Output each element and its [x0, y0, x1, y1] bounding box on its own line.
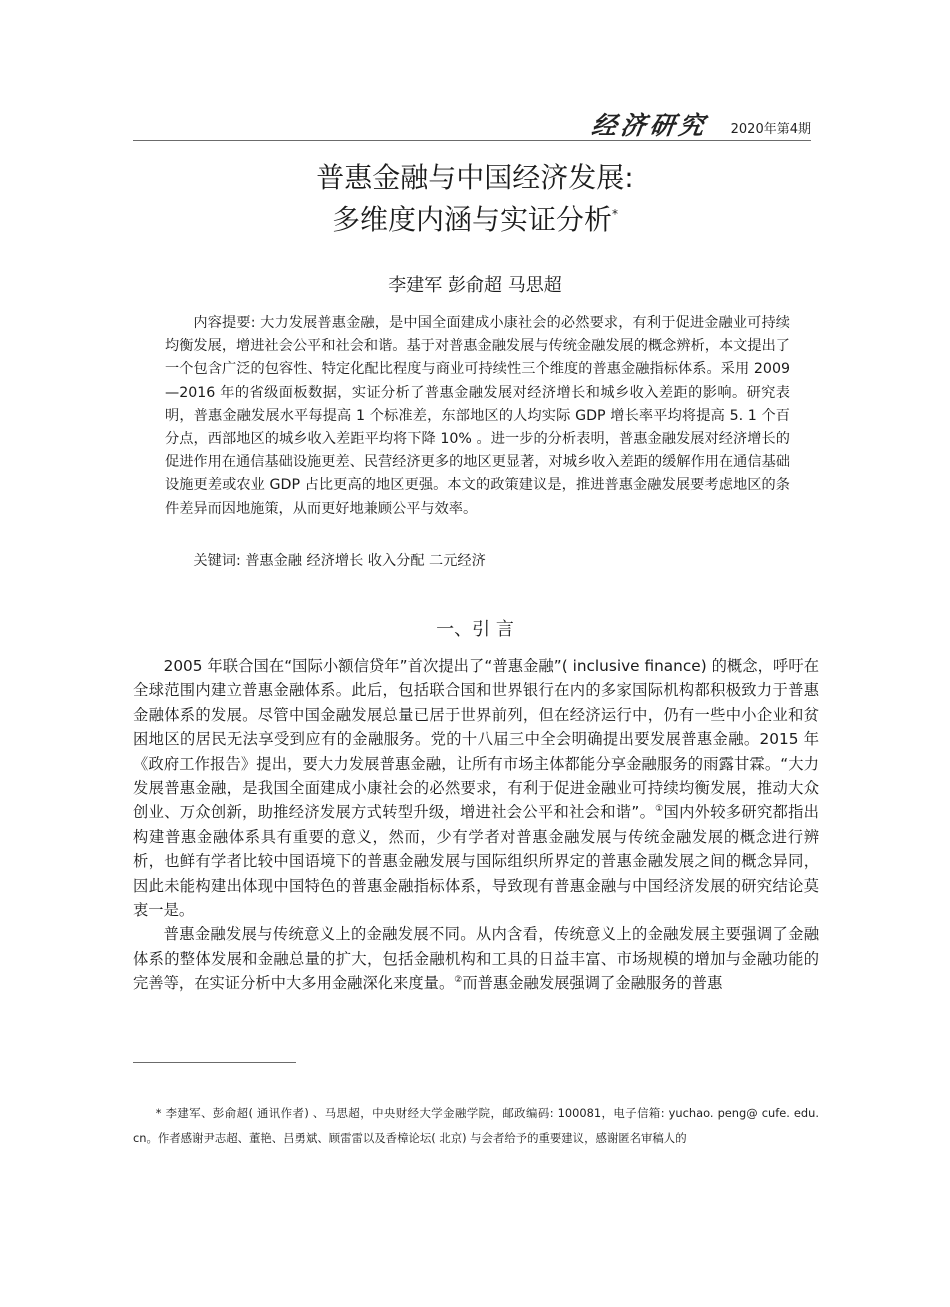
title-footnote-mark: * [612, 207, 618, 221]
title-line-1: 普惠金融与中国经济发展: [316, 161, 634, 194]
article-title [0, 157, 950, 241]
running-header [133, 111, 811, 141]
paragraph-2 [133, 922, 819, 995]
title-line-2 [0, 199, 950, 241]
paragraph-1-part-1: 2005 年联合国在“国际小额信贷年”首次提出了“普惠金融”( inclusive finance) 的概念，呼吁在全球范围内建立普惠金融体系。此后，包括联合国和世界银行在内的多家国际机构都积极致力于普惠金融体系的发展。尽管中国金融发展总量已居于世界前列，但在经济运行中，仍有一些中小企业和贫困地区的居民无法享受到应有的金融服务。党的十八届三中全会明确提出要发展普惠金融。2015 年《政府工作报告》提出，要大力发展普惠金融，让所有市场主体都能分享金融服务的雨露甘霖。“大力发展普惠金融，是我国全面建成小康社会的必然要求，有利于促进金融业可持续均衡发展，推动大众创业、万众创新，助推经济发展方式转型升级，增进社会公平和社会和谐”。 [133, 657, 819, 822]
footnote: * 李建军、彭俞超( 通讯作者) 、马思超，中央财经大学金融学院，邮政编码: 100081，电子信箱: yuchao. peng@ cufe. edu. cn。作者感谢尹志超、董艳、吕勇斌、顾雷雷以及香樟论坛( 北京) 与会者给予的重要建议，感谢匿名审稿人的 [133, 1106, 819, 1145]
paragraph-2-part-2: 而普惠金融发展强调了金融服务的普惠 [462, 974, 723, 993]
section-heading: 一、引 言 [436, 619, 514, 640]
abstract: 内容提要: 大力发展普惠金融，是中国全面建成小康社会的必然要求，有利于促进金融业可持续均衡发展，增进社会公平和社会和谐。基于对普惠金融发展与传统金融发展的概念辨析，本文提出了一个包含广泛的包容性、特定化配比程度与商业可持续性三个维度的普惠金融指标体系。采用 2009—2016 年的省级面板数据，实证分析了普惠金融发展对经济增长和城乡收入差距的影响。研究表明，普惠金融发展水平每提高 1 个标准差，东部地区的人均实际 GDP 增长率平均将提高 5. 1 个百分点，西部地区的城乡收入差距平均将下降 10% 。进一步的分析表明，普惠金融发展对经济增长的促进作用在通信基础设施更差、民营经济更多的地区更显著，对城乡收入差距的缓解作用在通信基础设施更差或农业 GDP 占比更高的地区更强。本文的政策建议是，推进普惠金融发展要考虑地区的条件差异而因地施策，从而更好地兼顾公平与效率。 [165, 315, 790, 517]
title-line-2-text: 多维度内涵与实证分析 [331, 203, 612, 236]
issue-number: 2020年第4期 [730, 122, 811, 137]
paragraph-2-part-1: 普惠金融发展与传统意义上的金融发展不同。从内含看，传统意义上的金融发展主要强调了金融体系的整体发展和金融总量的扩大，包括金融机构和工具的日益丰富、市场规模的增加与金融功能的完善等，在实证分析中大多用金融深化来度量。 [133, 925, 819, 993]
body-text [133, 654, 819, 996]
paragraph-1 [133, 654, 819, 922]
footnote-ref-1: ① [655, 804, 664, 815]
footnote-divider [133, 1062, 296, 1063]
author-list: 李建军 彭俞超 马思超 [388, 275, 562, 296]
journal-logo: 经济研究 [589, 111, 710, 140]
footnote-ref-2: ② [454, 975, 463, 986]
keywords: 关键词: 普惠金融 经济增长 收入分配 二元经济 [193, 553, 486, 569]
paragraph-1-part-2: 国内外较多研究都指出构建普惠金融体系具有重要的意义，然而，少有学者对普惠金融发展与传统金融发展的概念进行辨析，也鲜有学者比较中国语境下的普惠金融发展与国际组织所界定的普惠金融发展之间的概念异同，因此未能构建出体现中国特色的普惠金融指标体系，导致现有普惠金融与中国经济发展的研究结论莫衷一是。 [133, 803, 819, 920]
